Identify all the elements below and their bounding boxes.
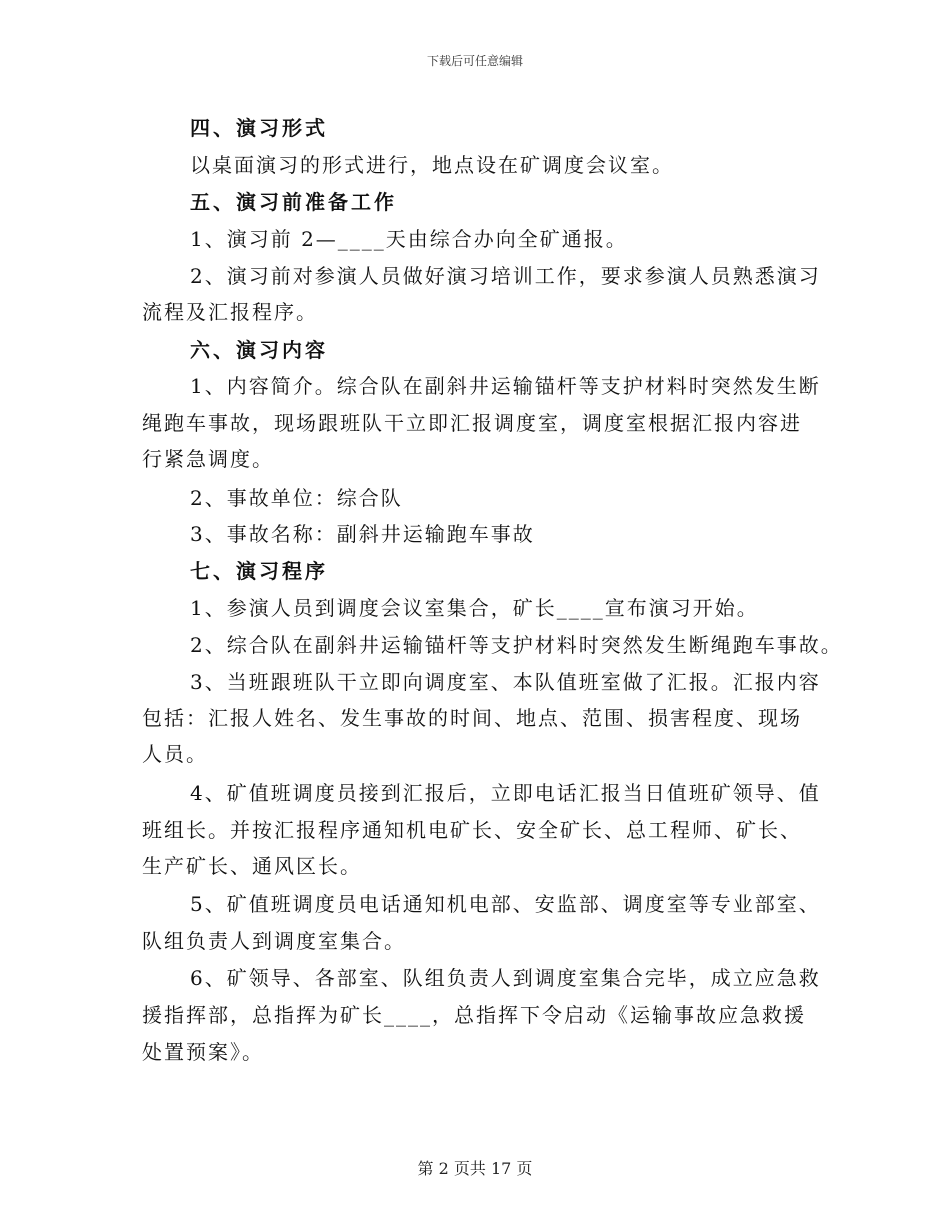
paragraph-line: 1、演习前 2—____天由综合办向全矿通报。 <box>190 227 628 251</box>
paragraph-line: 6、矿领导、各部室、队组负责人到调度室集合完毕，成立应急救 <box>190 966 821 990</box>
section-heading-4: 四、演习形式 <box>190 116 328 140</box>
paragraph-line: 1、参演人员到调度会议室集合，矿长____宣布演习开始。 <box>190 596 759 620</box>
paragraph-line: 生产矿长、通风区长。 <box>142 854 362 878</box>
paragraph-line: 1、内容简介。综合队在副斜井运输锚杆等支护材料时突然发生断 <box>190 374 821 398</box>
paragraph-line: 2、事故单位：综合队 <box>190 486 403 510</box>
paragraph-line: 2、演习前对参演人员做好演习培训工作，要求参演人员熟悉演习 <box>190 264 821 288</box>
paragraph-line: 以桌面演习的形式进行，地点设在矿调度会议室。 <box>190 153 674 177</box>
section-heading-7: 七、演习程序 <box>190 559 328 583</box>
paragraph-line: 4、矿值班调度员接到汇报后，立即电话汇报当日值班矿领导、值 <box>190 781 821 805</box>
page-footer: 第 2 页共 17 页 <box>417 1159 533 1178</box>
paragraph-line: 援指挥部，总指挥为矿长____，总指挥下令启动《运输事故应急救援 <box>142 1003 806 1027</box>
paragraph-line: 处置预案》。 <box>142 1040 264 1064</box>
paragraph-line: 包括：汇报人姓名、发生事故的时间、地点、范围、损害程度、现场 <box>142 706 802 730</box>
paragraph-line: 3、事故名称：副斜井运输跑车事故 <box>190 522 535 546</box>
section-heading-5: 五、演习前准备工作 <box>190 190 397 214</box>
paragraph-line: 3、当班跟班队干立即向调度室、本队值班室做了汇报。汇报内容 <box>190 670 821 694</box>
paragraph-line: 人员。 <box>142 742 208 766</box>
paragraph-line: 班组长。并按汇报程序通知机电矿长、安全矿长、总工程师、矿长、 <box>142 818 802 842</box>
paragraph-line: 队组负责人到调度室集合。 <box>142 929 406 953</box>
paragraph-line: 行紧急调度。 <box>142 447 274 471</box>
paragraph-line: 流程及汇报程序。 <box>142 300 318 324</box>
paragraph-line: 5、矿值班调度员电话通知机电部、安监部、调度室等专业部室、 <box>190 892 821 916</box>
section-heading-6: 六、演习内容 <box>190 338 328 362</box>
paragraph-line: 绳跑车事故，现场跟班队干立即汇报调度室，调度室根据汇报内容进 <box>142 411 802 435</box>
paragraph-line: 2、综合队在副斜井运输锚杆等支护材料时突然发生断绳跑车事故。 <box>190 633 843 657</box>
page-header: 下载后可任意编辑 <box>426 54 523 68</box>
